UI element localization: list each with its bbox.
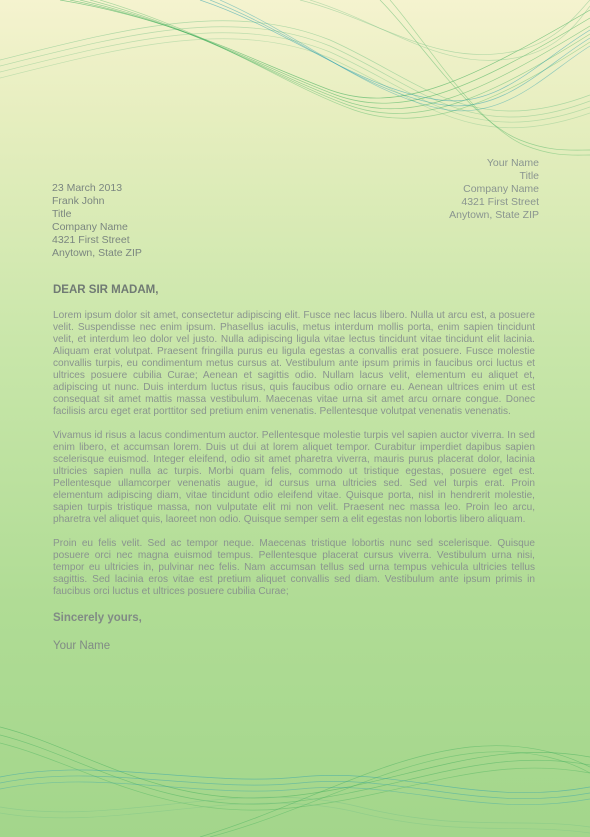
letter-date: 23 March 2013 bbox=[52, 182, 123, 194]
recipient-address-block bbox=[52, 182, 142, 260]
sender-city: Anytown, State ZIP bbox=[449, 209, 539, 221]
body-paragraph: Lorem ipsum dolor sit amet, consectetur adipiscing elit. Fusce nec lacus libero. Nulla ut arcu est, a posuere velit. Suspendisse nec enim ipsum. Phasellus iaculis, metus interdum mollis porta, enim sapien tincidunt velit, et interdum leo dolor vel justo. Nulla adipiscing ligula vitae lectus tincidunt vitae tincidunt elit lacinia. Aliquam erat volutpat. Praesent fringilla purus eu ligula egestas a convallis erat posuere. Fusce molestie convallis turpis, eu condimentum metus cursus at. Vestibulum ante ipsum primis in faucibus orci luctus et ultrices posuere cubilia Curae; Aenean et sagittis odio. Nullam lacus velit, elementum eu aliquet et, adipiscing ut nunc. Duis interdum luctus risus, quis faucibus odio ornare eu. Aenean ultrices enim ut est consequat sit amet mattis massa vestibulum. Maecenas vitae urna sit amet arcu ornare congue. Donec facilisis arcu eget erat porttitor sed pretium enim venenatis. Pellentesque volutpat venenatis venenatis. bbox=[53, 310, 535, 417]
sender-title: Title bbox=[519, 170, 539, 182]
recipient-city: Anytown, State ZIP bbox=[52, 247, 142, 259]
letter-body bbox=[53, 284, 535, 652]
recipient-street: 4321 First Street bbox=[52, 234, 130, 246]
sender-address-block bbox=[449, 157, 539, 222]
closing: Sincerely yours, bbox=[53, 612, 142, 624]
sender-name: Your Name bbox=[486, 157, 539, 169]
body-paragraph: Vivamus id risus a lacus condimentum auctor. Pellentesque molestie turpis vel sapien auctor viverra. In sed enim libero, et accumsan lorem. Duis ut dui at lorem aliquet tempor. Curabitur imperdiet dapibus sapien scelerisque euismod. Integer eleifend, odio sit amet pharetra viverra, mauris purus placerat dolor, lacinia ultricies sapien nulla ac turpis. Morbi quam felis, commodo ut tristique egestas, posuere eget est. Pellentesque ullamcorper venenatis augue, id cursus urna ultricies sed. Sed vel turpis erat. Proin elementum adipiscing diam, vitae tincidunt odio eleifend vitae. Quisque porta, nisl in hendrerit molestie, sapien turpis tristique massa, non vulputate elit mi non velit. Praesent nec massa leo. Proin leo arcu, pharetra vel aliquet quis, laoreet non odio. Quisque semper sem a elit egestas non lobortis libero aliquam. bbox=[53, 430, 535, 525]
body-paragraph: Proin eu felis velit. Sed ac tempor neque. Maecenas tristique lobortis nunc sed scelerisque. Quisque posuere orci nec magna euismod tempus. Pellentesque placerat cursus viverra. Vestibulum urna nisi, tempor eu ultricies in, pulvinar nec felis. Nam accumsan tellus sed urna tempus vehicula ultricies tellus sagittis. Sed lacinia eros vitae est pretium aliquet convallis sed diam. Vestibulum ante ipsum primis in faucibus orci luctus et ultrices posuere cubilia Curae; bbox=[53, 538, 535, 597]
sender-company: Company Name bbox=[463, 183, 539, 195]
bottom-wave-decoration bbox=[0, 717, 590, 837]
signature-name: Your Name bbox=[53, 640, 111, 652]
salutation: DEAR SIR MADAM, bbox=[53, 284, 159, 296]
recipient-company: Company Name bbox=[52, 221, 128, 233]
top-wave-decoration bbox=[0, 0, 590, 170]
recipient-title: Title bbox=[52, 208, 72, 220]
recipient-name: Frank John bbox=[52, 195, 105, 207]
sender-street: 4321 First Street bbox=[461, 196, 539, 208]
